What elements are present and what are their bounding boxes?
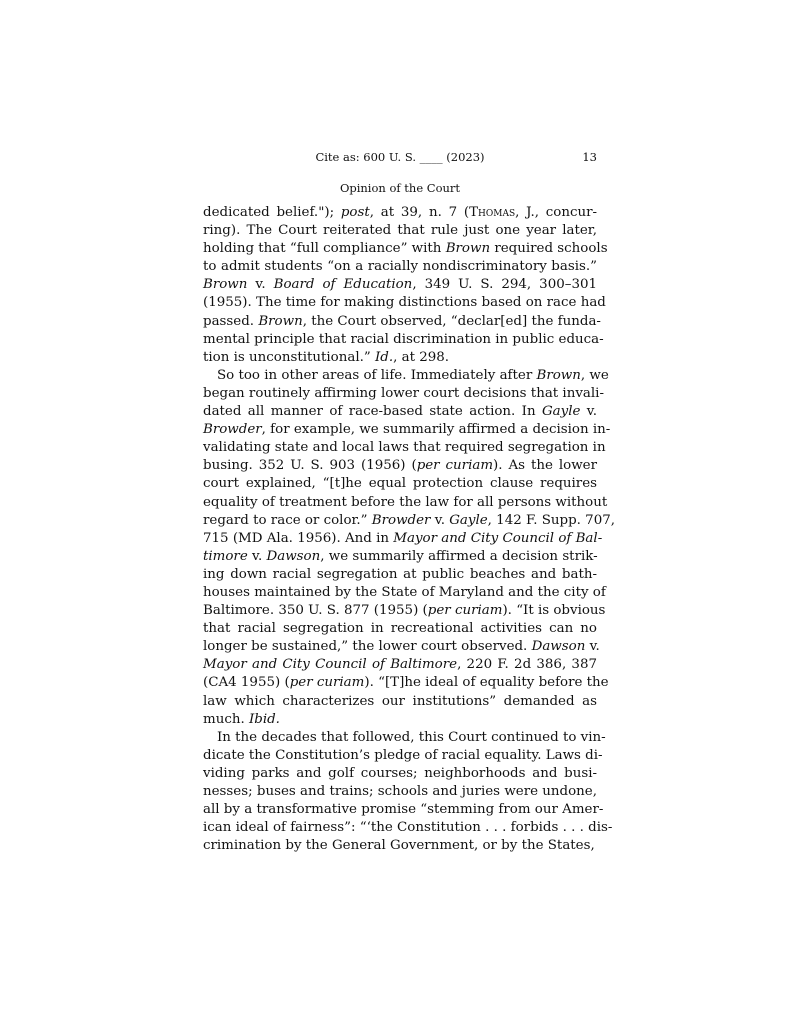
text-line xyxy=(203,548,597,566)
text-run: ). As the lower xyxy=(493,458,597,474)
text-line xyxy=(203,240,608,258)
text-line xyxy=(203,584,606,602)
text-run: Dawson xyxy=(531,639,586,655)
text-line xyxy=(203,783,597,801)
text-run: Browder xyxy=(371,512,431,528)
text-run: validating state and local laws that required segregation in xyxy=(203,440,606,456)
text-line xyxy=(203,494,608,512)
text-line xyxy=(203,276,597,294)
text-run: longer be sustained,” the lower court observed. xyxy=(203,639,532,655)
text-run: Brown xyxy=(445,241,491,257)
text-run: ing down racial segregation at public beaches and bath- xyxy=(203,566,597,582)
text-line xyxy=(203,729,606,747)
text-run: equality of treatment before the law for all persons without xyxy=(203,494,608,510)
text-line xyxy=(203,294,606,312)
text-run: Browder xyxy=(203,422,262,438)
text-run: Id. xyxy=(374,349,394,365)
text-line xyxy=(203,258,597,276)
text-run: Mayor and City Council of Baltimore xyxy=(203,657,458,673)
text-run: that racial segregation in recreational activities can no xyxy=(203,621,597,637)
text-line xyxy=(203,711,597,729)
text-run: much. xyxy=(203,711,249,727)
text-run: per curiam xyxy=(416,458,494,474)
text-run: 715 (MD Ala. 1956). And in xyxy=(203,530,394,546)
text-run: post xyxy=(340,205,370,220)
page-number: 13 xyxy=(582,150,597,164)
text-run: , 142 F. Supp. 707, xyxy=(487,512,615,528)
text-line xyxy=(203,222,597,240)
text-run: Dawson xyxy=(266,548,321,564)
text-line xyxy=(203,638,600,656)
text-line xyxy=(203,457,597,475)
text-run: Board of Education xyxy=(273,277,413,293)
text-run: ring). The Court reiterated that rule just one year later, xyxy=(203,223,597,239)
text-run: began routinely affirming lower court decisions that invali- xyxy=(203,385,604,401)
text-run: Gayle xyxy=(449,512,488,528)
text-line xyxy=(203,331,604,349)
text-line xyxy=(203,530,603,548)
text-line xyxy=(203,656,597,674)
text-line xyxy=(203,837,597,855)
text-run: v. xyxy=(430,512,450,528)
text-run: crimination by the General Government, or by the States, xyxy=(203,838,595,854)
text-line xyxy=(203,566,597,584)
text-run: law which characterizes our institutions” demanded as xyxy=(203,693,597,709)
text-run: passed. xyxy=(203,313,259,329)
text-run: (CA4 1955) ( xyxy=(203,675,290,691)
text-run: , the Court observed, “declar[ed] the funda- xyxy=(302,313,601,329)
text-run: court explained, “[t]he equal protection clause requires xyxy=(203,476,597,492)
text-run: viding parks and golf courses; neighborhoods and busi- xyxy=(203,765,597,781)
running-head xyxy=(203,148,597,166)
text-line xyxy=(203,765,597,783)
text-run: v. xyxy=(247,277,274,293)
text-line xyxy=(203,367,609,385)
text-run: all by a transformative promise “stemming from our Amer- xyxy=(203,802,604,818)
text-run: per curiam xyxy=(427,603,503,619)
opinion-body xyxy=(203,204,615,855)
text-run: (1955). The time for making distinctions based on race had xyxy=(203,295,606,311)
text-line xyxy=(203,747,603,765)
text-run: Brown xyxy=(258,313,303,329)
text-run: , at 39, n. 7 ( xyxy=(369,205,470,220)
text-run: , for example, we summarily affirmed a decision in- xyxy=(261,422,611,438)
text-run: v. xyxy=(580,404,597,420)
text-run: Ibid. xyxy=(248,711,280,727)
text-run: holding that “full compliance” with xyxy=(203,241,446,257)
text-run: per curiam xyxy=(289,675,365,691)
text-run: dated all manner of race-based state action. In xyxy=(203,404,542,420)
text-line xyxy=(203,674,609,692)
text-run: So too in other areas of life. Immediately after xyxy=(217,367,537,383)
text-line xyxy=(203,403,597,421)
text-run: ). “[T]he ideal of equality before the xyxy=(364,675,609,691)
text-run: ). “It is obvious xyxy=(502,603,606,619)
text-run: , we summarily affirmed a decision strik- xyxy=(320,548,598,564)
text-run: busing. 352 U. S. 903 (1956) ( xyxy=(203,458,417,474)
text-run: mental principle that racial discrimination in public educa- xyxy=(203,331,604,347)
text-run: nesses; buses and trains; schools and juries were undone, xyxy=(203,784,597,799)
text-run: to admit students “on a racially nondiscriminatory basis.” xyxy=(203,259,597,275)
text-run: houses maintained by the State of Maryland and the city of xyxy=(203,584,606,600)
text-line xyxy=(203,801,604,819)
text-run: , J., concur- xyxy=(515,205,597,220)
opinion-label: Opinion of the Court xyxy=(339,181,461,195)
text-run: v. xyxy=(585,639,600,655)
text-line xyxy=(203,204,597,222)
text-line xyxy=(203,421,611,439)
text-line xyxy=(203,620,597,638)
text-run: , we xyxy=(580,367,609,383)
text-run: ican ideal of fairness”: “‘the Constitution . . . forbids . . . dis- xyxy=(203,820,613,836)
text-line xyxy=(203,602,606,620)
text-line xyxy=(203,313,601,331)
text-run: tion is unconstitutional.” xyxy=(203,349,375,365)
text-line xyxy=(203,819,613,837)
text-line xyxy=(203,385,604,403)
text-run: Thomas xyxy=(469,205,516,220)
text-run: Brown xyxy=(203,277,248,293)
text-line xyxy=(203,512,615,530)
citation-header: Cite as: 600 U. S. ____ (2023) xyxy=(315,150,485,164)
text-line xyxy=(203,349,597,367)
text-run: regard to race or color.” xyxy=(203,512,372,528)
text-run: , at 298. xyxy=(393,349,450,365)
text-run: required schools xyxy=(490,241,608,257)
text-run: Gayle xyxy=(541,404,581,420)
text-line xyxy=(203,439,606,457)
text-run: timore xyxy=(203,548,248,564)
text-line xyxy=(203,475,597,493)
text-run: In the decades that followed, this Court continued to vin- xyxy=(217,729,606,745)
text-run: dicate the Constitution’s pledge of racial equality. Laws di- xyxy=(203,747,603,763)
text-run: Brown xyxy=(536,367,581,383)
text-run: dedicated belief."); xyxy=(203,205,341,220)
text-run: Baltimore. 350 U. S. 877 (1955) ( xyxy=(203,603,428,619)
text-run: , 349 U. S. 294, 300–301 xyxy=(412,277,597,293)
text-line xyxy=(203,693,597,711)
text-run: , 220 F. 2d 386, 387 xyxy=(457,657,597,673)
text-run: Mayor and City Council of Bal- xyxy=(393,530,603,546)
text-run: v. xyxy=(247,548,267,564)
